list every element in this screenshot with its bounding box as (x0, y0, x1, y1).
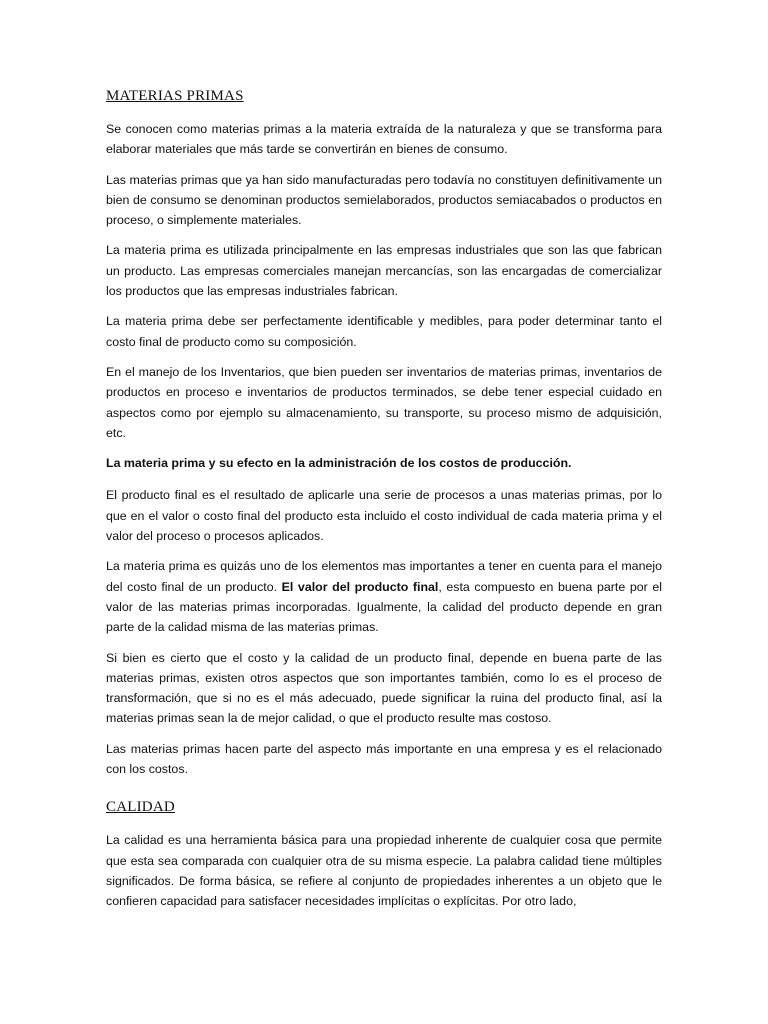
paragraph-4: La materia prima debe ser perfectamente identificable y medibles, para poder determinar tanto el costo final de producto como su composición. (106, 314, 662, 349)
heading-calidad: CALIDAD (106, 799, 175, 816)
paragraph-7-end: , esta compuesto en buena parte por el valor de las materias primas incorporadas. Igualmente, la calidad del producto depende en gran parte de la calidad misma de las materias primas. (106, 579, 662, 635)
paragraph-5: En el manejo de los Inventarios, que bien pueden ser inventarios de materias primas, inventarios de productos en proceso e inventarios de productos terminados, se debe tener especial cuidado en aspectos como por ejemplo su almacenamiento, su transporte, su proceso mismo de adquisición, etc. (106, 364, 662, 440)
subheading-costos: La materia prima y su efecto en la administración de los costos de producción. (106, 456, 572, 471)
paragraph-9: Las materias primas hacen parte del aspecto más importante en una empresa y es el relacionado con los costos. (106, 741, 662, 777)
paragraph-7-start: La materia prima es quizás uno de los elementos mas importantes a tener en cuenta para el manejo del costo final de un producto. (106, 559, 662, 594)
paragraph-10: La calidad es una herramienta básica para una propiedad inherente de cualquier cosa que permite que esta sea comparada con cualquier otra de su misma especie. La palabra calidad tiene múltiples significados. De forma básica, se refiere al conjunto de propiedades inherentes a un objeto que le confieren capacidad para satisfacer necesidades implícitas o explícitas. Por otro lado, (106, 833, 662, 909)
paragraph-6: El producto final es el resultado de aplicarle una serie de procesos a unas materias primas, por lo que en el valor o costo final del producto esta incluido el costo individual de cada materia prima y el valor del proceso o procesos aplicados. (106, 488, 662, 544)
paragraph-3: La materia prima es utilizada principalmente en las empresas industriales que son las que fabrican un producto. Las empresas comerciales manejan mercancías, son las encargadas de comercializar los productos que las empresas industriales fabrican. (106, 243, 662, 299)
paragraph-8: Si bien es cierto que el costo y la calidad de un producto final, depende en buena parte de las materias primas, existen otros aspectos que son importantes también, como lo es el proceso de transformación, que si no es el más adecuado, puede significar la ruina del producto final, así la materias primas sean la de mejor calidad, o que el producto resulte mas costoso. (106, 650, 662, 726)
heading-materias-primas: MATERIAS PRIMAS (106, 88, 244, 104)
paragraph-1: Se conocen como materias primas a la materia extraída de la naturaleza y que se transforma para elaborar materiales que más tarde se convertirán en bienes de consumo. (106, 122, 662, 157)
paragraph-7-emphasis: El valor del producto final (281, 579, 439, 594)
paragraph-7 (106, 556, 662, 637)
paragraph-2: Las materias primas que ya han sido manufacturadas pero todavía no constituyen definitivamente un bien de consumo se denominan productos semielaborados, productos semiacabados o productos en proceso, o simplemente materiales. (106, 172, 662, 228)
